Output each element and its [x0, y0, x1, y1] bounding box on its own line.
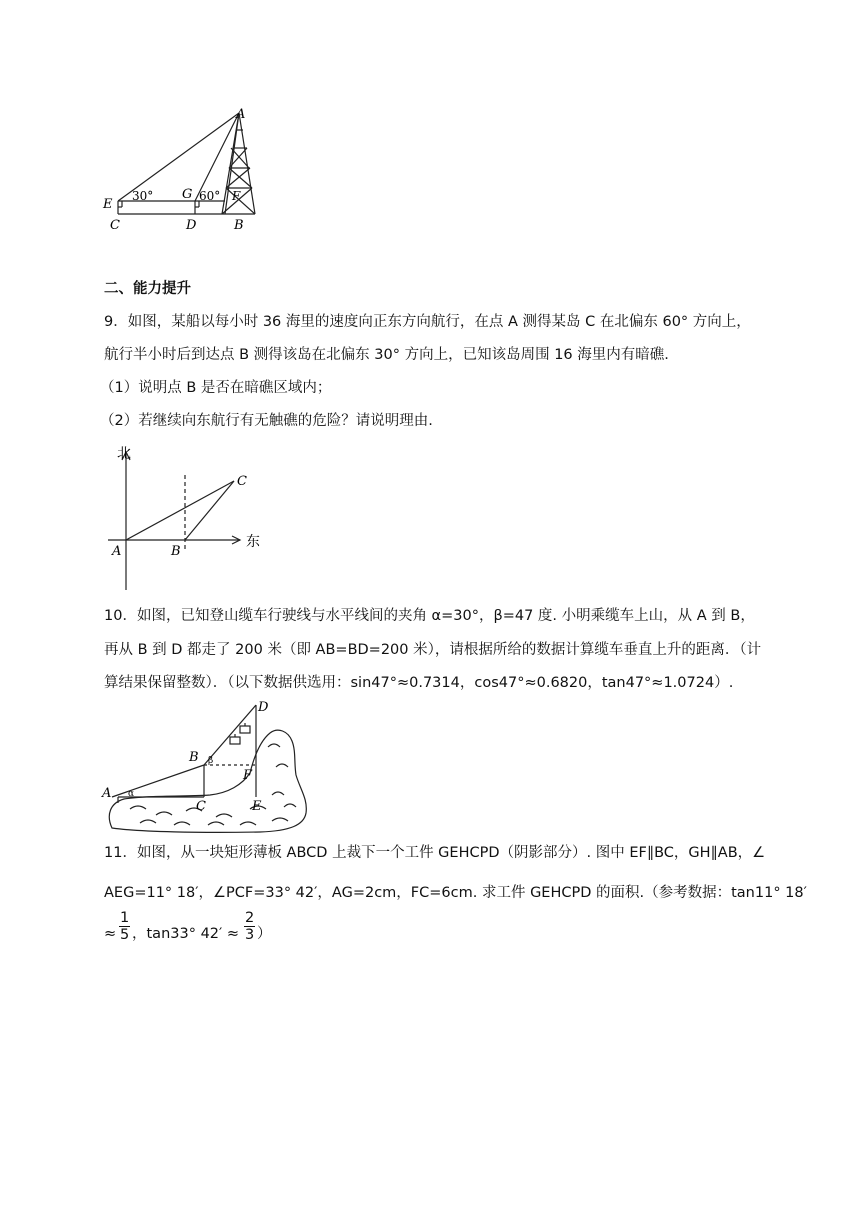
q10-line1: 10．如图，已知登山缆车行驶线与水平线间的夹角 α=30°，β=47 度. 小明乘缆车上山，从 A 到 B，	[104, 608, 755, 624]
fraction-denominator: 5	[120, 927, 130, 943]
q11-fraction-2-3	[244, 910, 255, 943]
q9-line1: 9．如图，某船以每小时 36 海里的速度向正东方向航行，在点 A 测得某岛 C 在北偏东 60° 方向上，	[104, 314, 751, 330]
ship-label-c: C	[237, 474, 247, 489]
section-title: 二、能力提升	[104, 281, 191, 297]
cable-label-c: C	[196, 799, 206, 814]
tower-label-d: D	[186, 218, 197, 233]
q11-close-paren: ）	[257, 926, 272, 942]
ship-label-a: A	[112, 544, 122, 559]
ship-label-b: B	[171, 544, 181, 559]
q11-line2: AEG=11° 18′，∠PCF=33° 42′，AG=2cm，FC=6cm. 求工件 GEHCPD 的面积.（参考数据：tan11° 18′	[104, 885, 807, 901]
tower-label-e: E	[103, 197, 113, 212]
cable-label-b: B	[189, 750, 199, 765]
cable-label-f: F	[243, 768, 253, 783]
q9-sub1: （1）说明点 B 是否在暗礁区域内；	[100, 380, 332, 396]
cable-car-figure	[100, 697, 320, 839]
tower-angle-60: 60°	[199, 189, 221, 203]
cable-label-a: A	[102, 786, 112, 801]
q11-approx-sign: ≈	[104, 926, 117, 942]
compass-north-label: 北	[117, 446, 131, 462]
cable-angle-alpha: α	[128, 789, 135, 799]
tower-label-c: C	[110, 218, 120, 233]
tower-angle-30: 30°	[132, 189, 154, 203]
q9-line2: 航行半小时后到达点 B 测得该岛在北偏东 30° 方向上，已知该岛周围 16 海里内有暗礁.	[104, 347, 669, 363]
tower-label-f: F	[232, 189, 241, 203]
ship-figure	[100, 440, 280, 595]
q10-line2: 再从 B 到 D 都走了 200 米（即 AB=BD=200 米），请根据所给的数据计算缆车垂直上升的距离．（计	[104, 642, 762, 658]
fraction-numerator: 1	[120, 910, 130, 926]
fraction-numerator: 2	[245, 910, 255, 926]
q11-line1: 11．如图，从一块矩形薄板 ABCD 上裁下一个工件 GEHCPD（阴影部分）. 图中 EF∥BC，GH∥AB，∠	[104, 845, 766, 861]
q11-fraction-1-5	[119, 910, 130, 943]
tower-label-g: G	[182, 187, 193, 202]
cable-label-d: D	[258, 700, 269, 715]
cable-label-e: E	[252, 799, 262, 814]
tower-label-b: B	[234, 218, 244, 233]
cable-angle-beta: β	[208, 756, 214, 766]
fraction-denominator: 3	[245, 927, 255, 943]
tower-label-a: A	[236, 108, 246, 122]
q11-tan-text: ，tan33° 42′ ≈	[132, 926, 240, 942]
compass-east-label: 东	[246, 534, 260, 550]
q10-line3: 算结果保留整数）．（以下数据供选用：sin47°≈0.7314，cos47°≈0.6820，tan47°≈1.0724）.	[104, 675, 734, 691]
q9-sub2: （2）若继续向东航行有无触礁的危险？请说明理由.	[100, 413, 433, 429]
tower-figure	[100, 108, 270, 233]
